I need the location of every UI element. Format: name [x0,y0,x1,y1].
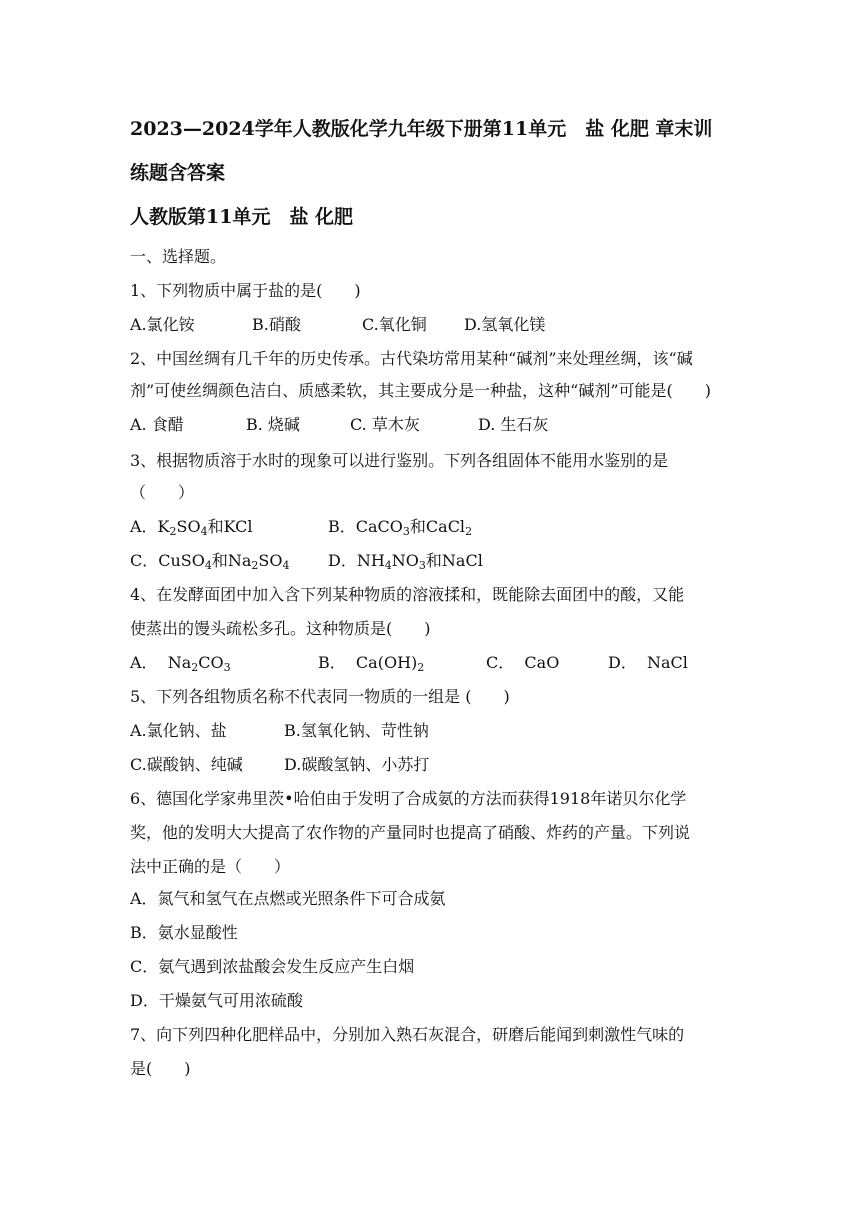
formula-text: B．CaCO [328,517,403,536]
question-1-stem: 1、下列物质中属于盐的是( ) [130,281,361,300]
option-d [328,550,483,572]
subscript: 2 [251,559,259,572]
subscript: 2 [417,661,425,674]
subscript: 2 [169,525,177,538]
option-c: C.氧化铜 [362,315,427,334]
option-c: C. 草木灰 [350,415,420,434]
option-d: D． NaCl [608,653,688,672]
option-a: A.氯化钠、盐 [130,721,227,740]
formula-text: D．NH [328,551,385,570]
question-6-stem-line2: 奖，他的发明大大提高了农作物的产量同时也提高了硝酸、炸药的产量。下列说 [130,823,691,842]
formula-text: A．K [130,517,170,536]
subscript: 4 [200,525,208,538]
question-6-option-a: A．氮气和氢气在点燃或光照条件下可合成氨 [130,889,446,908]
option-b: B. 烧碱 [246,415,300,434]
formula-text: A． Na [130,653,192,672]
option-b: B.氢氧化钠、苛性钠 [284,721,429,740]
option-a: A.氯化铵 [130,315,195,334]
part-heading: 一、选择题。 [130,247,227,266]
question-6-option-d: D．干燥氨气可用浓硫酸 [130,991,303,1010]
option-d: D.碳酸氢钠、小苏打 [284,755,430,774]
question-7-stem-line2: 是( ) [130,1059,191,1078]
subscript: 3 [402,525,410,538]
question-6-option-c: C．氨气遇到浓盐酸会发生反应产生白烟 [130,957,415,976]
subscript: 4 [282,559,290,572]
option-c: C.碳酸钠、纯碱 [130,755,243,774]
document-title-line2: 练题含答案 [130,162,226,184]
subscript: 2 [465,525,473,538]
subscript: 3 [223,661,231,674]
question-7-stem-line1: 7、向下列四种化肥样品中，分别加入熟石灰混合，研磨后能闻到刺激性气味的 [130,1025,685,1044]
question-2-stem-line2: 剂”可使丝绸颜色洁白、质感柔软，其主要成分是一种盐，这种“碱剂”可能是( ) [130,381,712,400]
question-4-stem-line2: 使蒸出的馒头疏松多孔。这种物质是( ) [130,619,431,638]
question-2-stem-line1: 2、中国丝绸有几千年的历史传承。古代染坊常用某种“碱剂”来处理丝绸，该“碱 [130,349,693,368]
question-6-stem-line1: 6、德国化学家弗里茨•哈伯由于发明了合成氨的方法而获得1918年诺贝尔化学 [130,789,687,808]
subscript: 2 [191,661,199,674]
option-c [130,550,290,572]
subscript: 3 [418,559,426,572]
formula-text: C．CuSO [130,551,205,570]
formula-text: 和KCl [207,517,253,536]
question-5-stem: 5、下列各组物质名称不代表同一物质的一组是 ( ) [130,687,510,706]
option-b [328,516,472,538]
formula-text: SO [258,551,283,570]
question-6-stem-line3: 法中正确的是（ ） [130,857,291,876]
option-c: C． CaO [486,653,560,672]
formula-text: 和Na [211,551,252,570]
option-a [130,516,252,538]
question-3-stem-line2: （ ） [130,483,195,502]
subscript: 4 [204,559,212,572]
option-b: B.硝酸 [252,315,301,334]
section-heading: 人教版第11单元 盐 化肥 [130,206,354,228]
question-3-stem-line1: 3、根据物质溶于水时的现象可以进行鉴别。下列各组固体不能用水鉴别的是 [130,451,669,470]
document-title-line1: 2023—2024学年人教版化学九年级下册第11单元 盐 化肥 章末训 [130,118,713,140]
formula-text: NO [391,551,419,570]
option-d: D.氢氧化镁 [464,315,546,334]
question-4-stem-line1: 4、在发酵面团中加入含下列某种物质的溶液揉和，既能除去面团中的酸，又能 [130,585,685,604]
formula-text: B． Ca(OH) [318,653,418,672]
option-a [130,652,231,674]
formula-text: 和CaCl [409,517,466,536]
formula-text: SO [176,517,201,536]
option-b [318,652,424,674]
formula-text: 和NaCl [425,551,483,570]
question-6-option-b: B．氨水显酸性 [130,923,238,942]
option-d: D. 生石灰 [478,415,549,434]
subscript: 4 [384,559,392,572]
option-a: A. 食醋 [130,415,184,434]
formula-text: CO [198,653,224,672]
